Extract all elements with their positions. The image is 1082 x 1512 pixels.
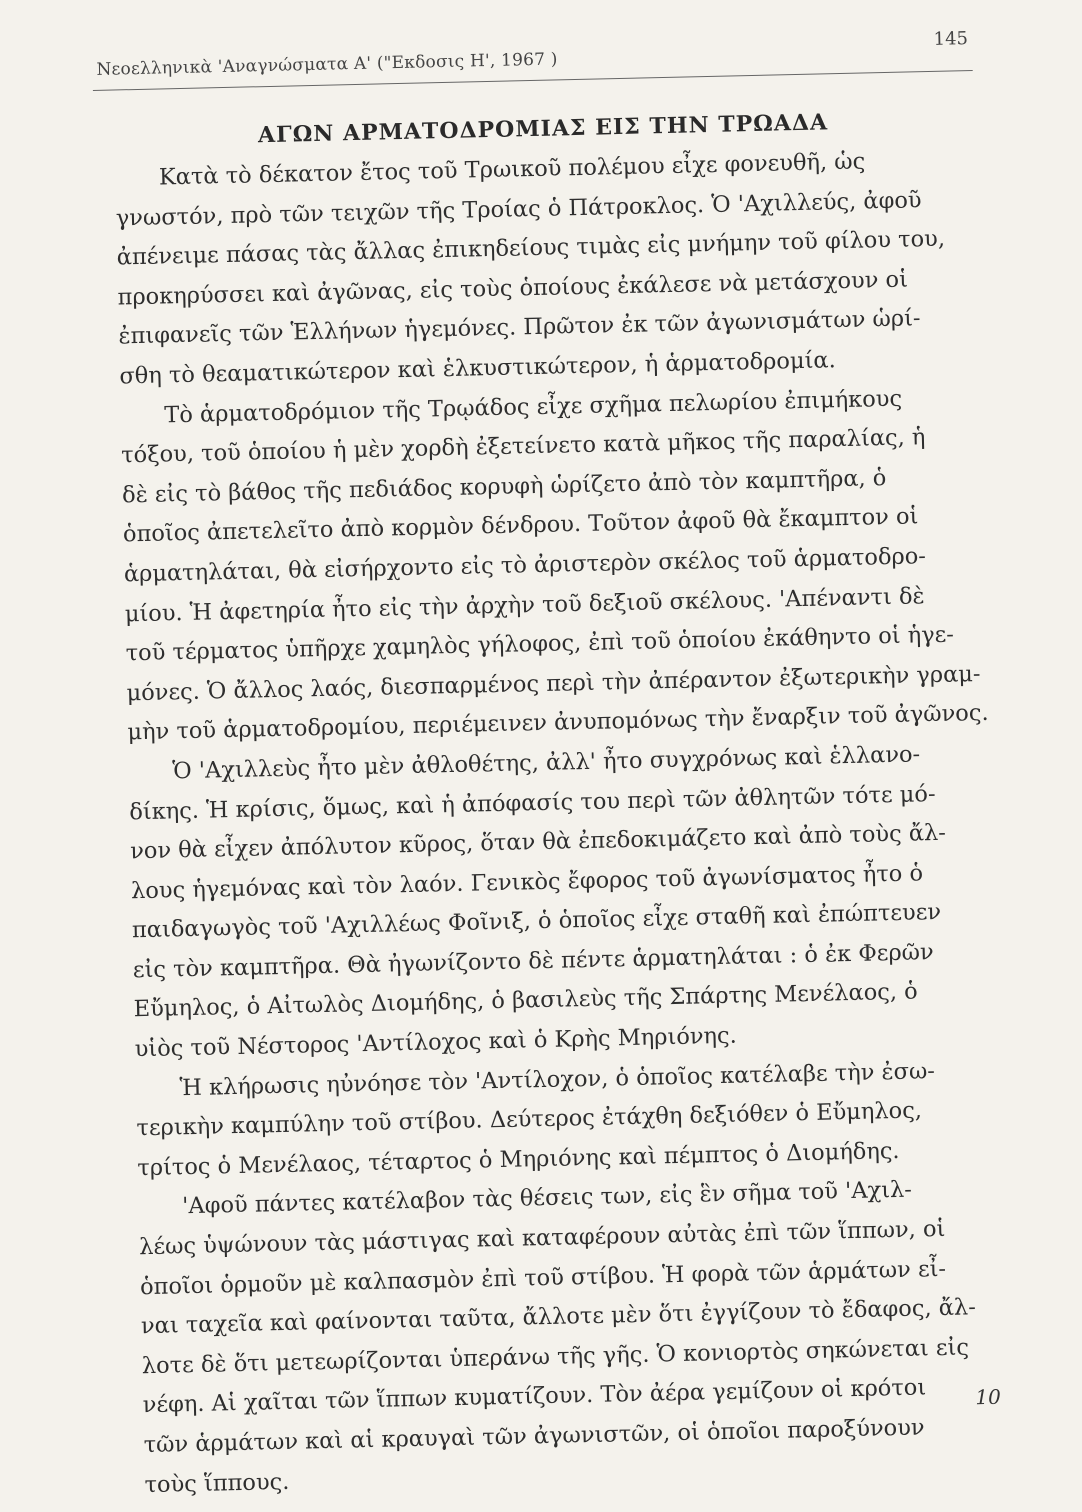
text-line: ἐπιφανεῖς τῶν Ἑλλήνων ἡγεμόνες. Πρῶτον ἐκ τῶν ἀγωνισμάτων ὡρί-: [118, 305, 921, 350]
page-header: [96, 28, 969, 80]
text-line: Τὸ ἁρματοδρόμιον τῆς Τρῳάδος εἶχε σχῆμα πελωρίου ἐπιμήκους: [164, 385, 903, 428]
text-line: ἀπένειμε πάσας τὰς ἄλλας ἐπικηδείους τιμὰς εἰς μνήμην τοῦ φίλου του,: [116, 225, 946, 271]
text-line: μίου. Ἡ ἀφετηρία ἦτο εἰς τὴν ἀρχὴν τοῦ δεξιοῦ σκέλους. 'Απέναντι δὲ: [124, 582, 925, 627]
text-line: ἁρματηλάται, θὰ εἰσήρχοντο εἰς τὸ ἀριστερὸν σκέλος τοῦ ἁρματοδρο-: [123, 543, 927, 588]
text-line: Κατὰ τὸ δέκατον ἔτος τοῦ Τρωικοῦ πολέμου εἶχε φονευθῆ, ὡς: [158, 148, 866, 191]
text-line: τοὺς ἵππους.: [144, 1468, 290, 1498]
text-line: 'Αφοῦ πάντες κατέλαβον τὰς θέσεις των, εἰς ἓν σῆμα τοῦ 'Αχιλ-: [181, 1177, 913, 1220]
text-line: μὴν τοῦ ἁρματοδρομίου, περιέμεινεν ἀνυπομόνως τὴν ἔναρξιν τοῦ ἀγῶνος.: [127, 700, 989, 746]
text-line: γνωστόν, πρὸ τῶν τειχῶν τῆς Τροίας ὁ Πάτροκλος. Ὁ 'Αχιλλεύς, ἀφοῦ: [115, 186, 922, 232]
text-line: Ὁ 'Αχιλλεὺς ἦτο μὲν ἀθλοθέτης, ἀλλ' ἦτο συγχρόνως καὶ ἑλλανο-: [172, 741, 921, 785]
text-line: λέως ὑψώνουν τὰς μάστιγας καὶ καταφέρουν αὐτὰς ἐπὶ τῶν ἵππων, οἱ: [138, 1215, 946, 1261]
text-line: προκηρύσσει καὶ ἀγῶνας, εἰς τοὺς ὁποίους ἐκάλεσε νὰ μετάσχουν οἱ: [117, 266, 909, 311]
text-line: τερικὴν καμπύλην τοῦ στίβου. Δεύτερος ἐτάχθη δεξιόθεν ὁ Εὔμηλος,: [136, 1097, 923, 1142]
text-line: τόξου, τοῦ ὁποίου ἡ μὲν χορδὴ ἐξετείνετο κατὰ μῆκος τῆς παραλίας, ἡ: [120, 424, 926, 469]
text-line: παιδαγωγὸς τοῦ 'Αχιλλέως Φοῖνιξ, ὁ ὁποῖος εἶχε σταθῆ καὶ ἐπώπτευεν: [131, 899, 942, 944]
text-line: τρίτος ὁ Μενέλαος, τέταρτος ὁ Μηριόνης καὶ πέμπτος ὁ Διομήδης.: [137, 1137, 900, 1182]
text-line: Εὔμηλος, ὁ Αἰτωλὸς Διομήδης, ὁ βασιλεὺς τῆς Σπάρτης Μενέλαος, ὁ: [133, 978, 918, 1023]
text-line: μόνες. Ὁ ἄλλος λαός, διεσπαρμένος περὶ τὴν ἀπέραντον ἐξωτερικὴν γραμ-: [126, 660, 981, 707]
text-line: νον θὰ εἶχεν ἀπόλυτον κῦρος, ὅταν θὰ ἐπεδοκιμάζετο καὶ ἀπὸ τοὺς ἄλ-: [129, 819, 947, 865]
text-line: εἰς τὸν καμπτῆρα. Θὰ ἠγωνίζοντο δὲ πέντε ἁρματηλάται : ὁ ἐκ Φερῶν: [132, 938, 934, 984]
text-line: δίκης. Ἡ κρίσις, ὅμως, καὶ ἡ ἀπόφασίς του περὶ τῶν ἀθλητῶν τότε μό-: [129, 780, 936, 825]
page-number: 145: [933, 28, 969, 50]
text-line: τῶν ἁρμάτων καὶ αἱ κραυγαὶ τῶν ἀγωνιστῶν, οἱ ὁποῖοι παροξύνουν: [143, 1414, 925, 1459]
text-line: ναι ταχεῖα καὶ φαίνονται ταῦτα, ἄλλοτε μὲν ὅτι ἐγγίζουν τὸ ἔδαφος, ἄλ-: [140, 1294, 977, 1340]
text-line: δὲ εἰς τὸ βάθος τῆς πεδιάδος κορυφὴ ὡρίζετο ἀπὸ τὸν καμπτῆρα, ὁ: [121, 464, 887, 509]
text-line: νέφη. Αἱ χαῖται τῶν ἵππων κυματίζουν. Τὸν ἀέρα γεμίζουν οἱ κρότοι: [142, 1374, 927, 1419]
text-line: τοῦ τέρματος ὑπῆρχε χαμηλὸς γήλοφος, ἐπὶ τοῦ ὁποίου ἐκάθηντο οἱ ἡγε-: [125, 621, 955, 667]
signature-mark: 10: [975, 1384, 1002, 1410]
text-line: υἱὸς τοῦ Νέστορος 'Αντίλοχος καὶ ὁ Κρὴς Μηριόνης.: [134, 1022, 738, 1063]
chapter-title: ΑΓΩΝ ΑΡΜΑΤΟΔΡΟΜΙΑΣ ΕΙΣ ΤΗΝ ΤΡΩΑΔΑ: [257, 109, 829, 149]
text-line: λοτε δὲ ὅτι μετεωρίζονται ὑπεράνω τῆς γῆς. Ὁ κονιορτὸς σηκώνεται εἰς: [141, 1334, 970, 1380]
text-line: Ἡ κλήρωσις ηὐνόησε τὸν 'Αντίλοχον, ὁ ὁποῖος κατέλαβε τὴν ἐσω-: [179, 1057, 936, 1101]
text-line: ὁποῖοι ὁρμοῦν μὲ καλπασμὸν ἐπὶ τοῦ στίβου. Ἡ φορὰ τῶν ἁρμάτων εἶ-: [139, 1255, 947, 1300]
text-line: σθη τὸ θεαματικώτερον καὶ ἑλκυστικώτερον, ἡ ἁρματοδρομία.: [119, 347, 836, 390]
body-text: [114, 140, 1006, 1505]
text-line: λους ἡγεμόνας καὶ τὸν λαόν. Γενικὸς ἔφορος τοῦ ἀγωνίσματος ἦτο ὁ: [130, 860, 924, 904]
text-line: ὁποῖος ἀπετελεῖτο ἀπὸ κορμὸν δένδρου. Τοῦτον ἀφοῦ θὰ ἔκαμπτον οἱ: [122, 503, 919, 548]
running-head: Νεοελληνικὰ 'Αναγνώσματα Α' ("Εκδοσις Η', 1967 ): [96, 49, 558, 80]
